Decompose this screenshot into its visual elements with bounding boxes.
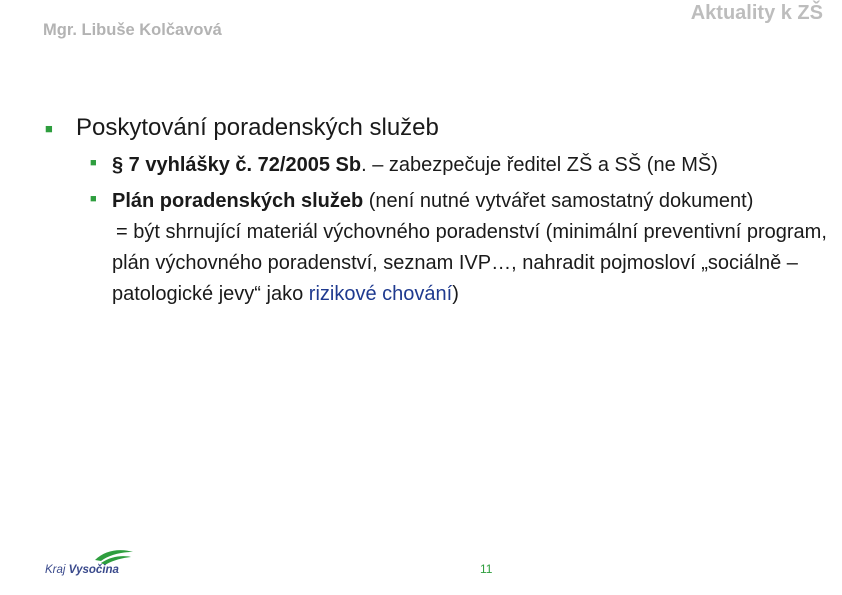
bullet-square-icon: ■ [45,121,53,136]
sub-bullet-2-bold: Plán poradenských služeb [112,190,364,212]
sub-bullet-2-end: ) [452,283,459,305]
sub-bullet-2 [112,186,840,310]
sub-bullet-1-rest: . – zabezpečuje ředitel ZŠ a SŠ (ne MŠ) [361,154,718,176]
sub-bullet-1-bold: § 7 vyhlášky č. 72/2005 Sb [112,154,362,176]
logo-text [45,564,119,576]
bullet-square-icon: ■ [90,193,97,205]
logo-text-vysocina: Vysočina [68,564,119,576]
sub-bullet-1 [112,150,840,181]
logo-text-kraj: Kraj [45,564,69,576]
bullet-square-icon: ■ [90,157,97,169]
highlight-rizikove-chovani: rizikové chování [308,283,453,305]
sub-bullet-2-rest: (není nutné vytvářet samostatný dokument) [363,190,754,212]
logo-swoosh-icon [45,546,135,566]
sub-bullet-2-continuation: = být shrnující materiál výchovného poradenství (minimální preventivní program, plán výchovného poradenství, seznam IVP…, nahradit pojmosloví „sociálně – patologické jevy“ jako [112,221,827,305]
main-bullet-text: Poskytování poradenských služeb [76,114,439,141]
page-number: 11 [480,562,493,576]
slide-title: Aktuality k ZŠ [690,2,823,24]
kraj-vysocina-logo [45,546,135,576]
author-name: Mgr. Libuše Kolčavová [43,21,222,39]
